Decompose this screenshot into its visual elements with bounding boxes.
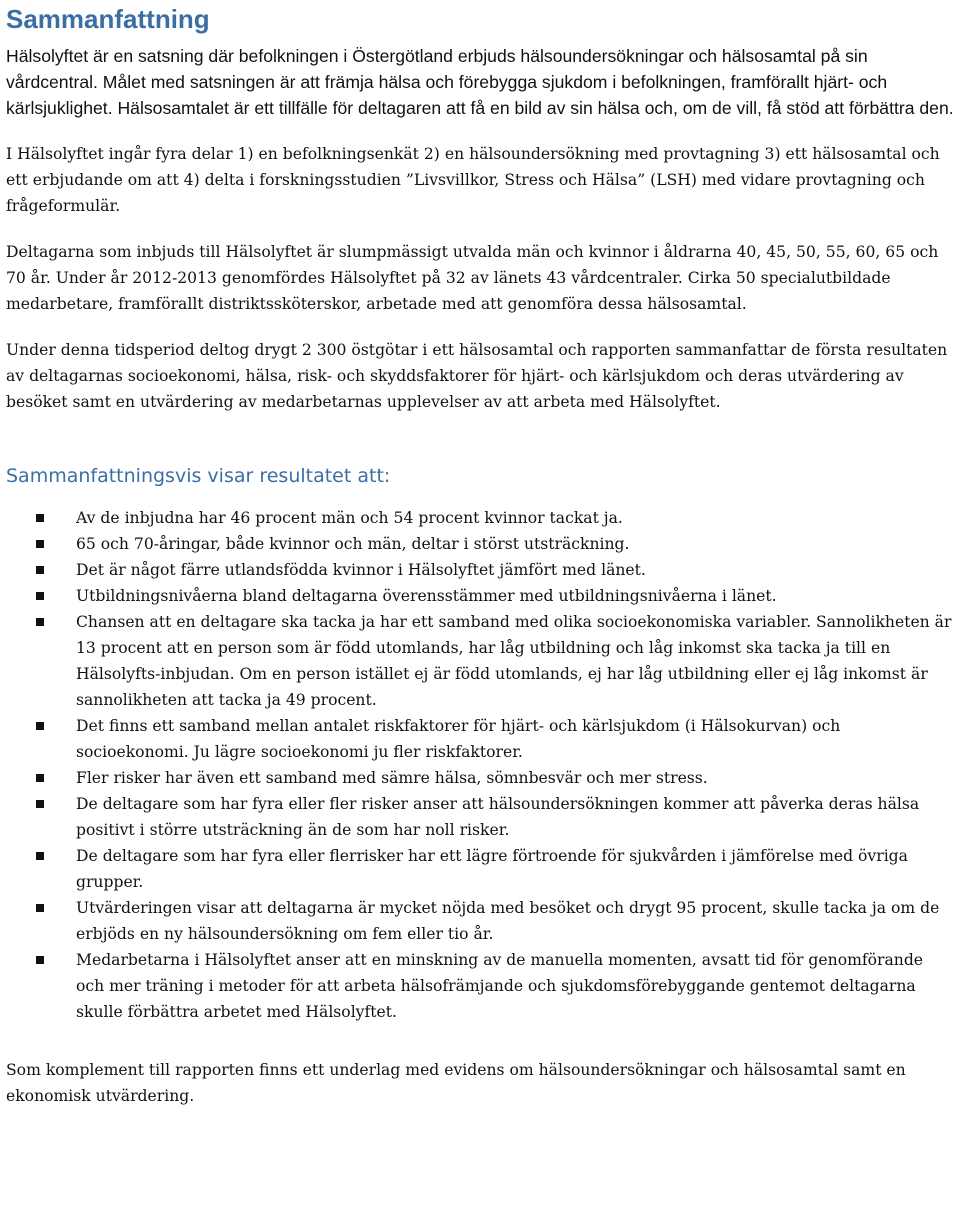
square-bullet-icon xyxy=(36,722,44,730)
square-bullet-icon xyxy=(36,956,44,964)
list-item xyxy=(6,583,954,609)
list-item-text: Fler risker har även ett samband med sämre hälsa, sömnbesvär och mer stress. xyxy=(76,769,708,787)
square-bullet-icon xyxy=(36,618,44,626)
list-item-text: Av de inbjudna har 46 procent män och 54 procent kvinnor tackat ja. xyxy=(76,509,623,527)
list-item xyxy=(6,505,954,531)
list-item-text: Utbildningsnivåerna bland deltagarna överensstämmer med utbildningsnivåerna i länet. xyxy=(76,587,777,605)
list-item-text: De deltagare som har fyra eller fler risker anser att hälsoundersökningen kommer att påverka deras hälsa positivt i större utsträckning än de som har noll risker. xyxy=(76,795,920,839)
paragraph-period: Under denna tidsperiod deltog drygt 2 300 östgötar i ett hälsosamtal och rapporten sammanfattar de första resultaten av deltagarnas socioekonomi, hälsa, risk- och skyddsfaktorer för hjärt- och kärlsjukdom och deras utvärdering av besöket samt en utvärdering av medarbetarnas upplevelser av att arbeta med Hälsolyftet. xyxy=(6,341,948,411)
list-item xyxy=(6,609,954,713)
list-item xyxy=(6,791,954,843)
closing-paragraph: Som komplement till rapporten finns ett underlag med evidens om hälsoundersökningar och hälsosamtal samt en ekonomisk utvärdering. xyxy=(6,1061,906,1105)
list-item xyxy=(6,765,954,791)
list-item xyxy=(6,713,954,765)
list-item xyxy=(6,895,954,947)
document-page xyxy=(6,0,954,1109)
list-item-text: 65 och 70-åringar, både kvinnor och män, deltar i störst utsträckning. xyxy=(76,535,630,553)
list-item-text: Medarbetarna i Hälsolyftet anser att en minskning av de manuella momenten, avsatt tid för genomförande och mer träning i metoder för att arbeta hälsofrämjande och sjukdomsförebyggande gentemot deltagarna skulle förbättra arbetet med Hälsolyftet. xyxy=(76,951,924,1021)
list-item-text: Det finns ett samband mellan antalet riskfaktorer för hjärt- och kärlsjukdom (i Hälsokurvan) och socioekonomi. Ju lägre socioekonomi ju fler riskfaktorer. xyxy=(76,717,841,761)
intro-paragraph: Hälsolyftet är en satsning där befolkningen i Östergötland erbjuds hälsoundersökningar och hälsosamtal på sin vårdcentral. Målet med satsningen är att främja hälsa och förebygga sjukdom i befolkningen, framförallt hjärt- och kärlsjuklighet. Hälsosamtalet är ett tillfälle för deltagaren att få en bild av sin hälsa och, om de vill, få stöd att förbättra den. xyxy=(6,46,954,118)
square-bullet-icon xyxy=(36,852,44,860)
square-bullet-icon xyxy=(36,514,44,522)
square-bullet-icon xyxy=(36,774,44,782)
paragraph-participants: Deltagarna som inbjuds till Hälsolyftet är slumpmässigt utvalda män och kvinnor i åldrarna 40, 45, 50, 55, 60, 65 och 70 år. Under år 2012-2013 genomfördes Hälsolyftet på 32 av länets 43 vårdcentraler. Cirka 50 specialutbildade medarbetare, framförallt distriktssköterskor, arbetade med att genomföra dessa hälsosamtal. xyxy=(6,243,939,313)
list-item xyxy=(6,947,954,1025)
square-bullet-icon xyxy=(36,904,44,912)
findings-list xyxy=(6,505,954,1025)
findings-heading: Sammanfattningsvis visar resultatet att: xyxy=(6,465,391,487)
list-item xyxy=(6,557,954,583)
list-item xyxy=(6,531,954,557)
square-bullet-icon xyxy=(36,592,44,600)
list-item-text: Utvärderingen visar att deltagarna är mycket nöjda med besöket och drygt 95 procent, skulle tacka ja om de erbjöds en ny hälsoundersökning om fem eller tio år. xyxy=(76,899,940,943)
page-title: Sammanfattning xyxy=(6,4,210,34)
paragraph-parts: I Hälsolyftet ingår fyra delar 1) en befolkningsenkät 2) en hälsoundersökning med provtagning 3) ett hälsosamtal och ett erbjudande om att 4) delta i forskningsstudien ”Livsvillkor, Stress och Hälsa” (LSH) med vidare provtagning och frågeformulär. xyxy=(6,145,940,215)
square-bullet-icon xyxy=(36,800,44,808)
list-item xyxy=(6,843,954,895)
list-item-text: Det är något färre utlandsfödda kvinnor i Hälsolyftet jämfört med länet. xyxy=(76,561,646,579)
square-bullet-icon xyxy=(36,540,44,548)
list-item-text: Chansen att en deltagare ska tacka ja har ett samband med olika socioekonomiska variabler. Sannolikheten är 13 procent att en person som är född utomlands, har låg utbildning och låg inkomst ska tacka ja till en Hälsolyfts-inbjudan. Om en person istället ej är född utomlands, ej har låg utbildning eller ej låg inkomst är sannolikheten att tacka ja 49 procent. xyxy=(76,613,952,709)
square-bullet-icon xyxy=(36,566,44,574)
list-item-text: De deltagare som har fyra eller flerrisker har ett lägre förtroende för sjukvården i jämförelse med övriga grupper. xyxy=(76,847,908,891)
